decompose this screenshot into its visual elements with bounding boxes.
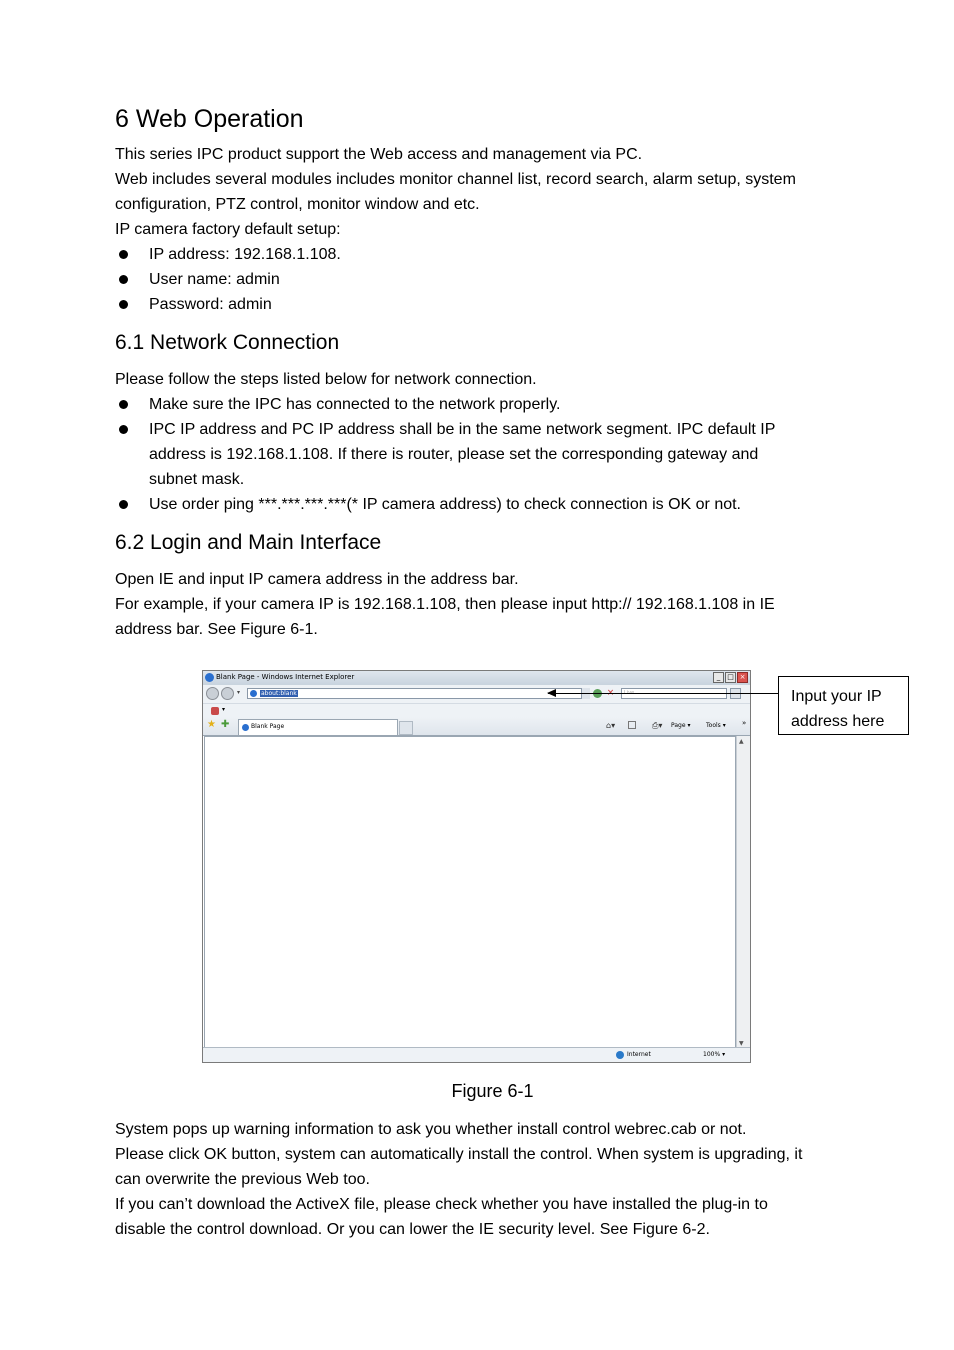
intro-line: IP camera factory default setup:	[115, 221, 341, 238]
window-title: Blank Page - Windows Internet Explorer	[216, 673, 355, 681]
bullet-icon	[119, 275, 128, 284]
scroll-up-icon[interactable]: ▲	[739, 738, 744, 745]
ie-browser-window	[202, 670, 751, 1063]
intro-line: This series IPC product support the Web access and management via PC.	[115, 146, 643, 163]
address-bar[interactable]	[247, 688, 590, 699]
bullet-icon	[119, 425, 128, 434]
callout-text: Input your IP	[791, 688, 882, 705]
chevron-down-icon[interactable]: ▾	[222, 706, 226, 713]
close-button[interactable]: ×	[737, 672, 748, 683]
bullet-icon	[119, 300, 128, 309]
body-line: If you can’t download the ActiveX file, please check whether you have installed the plug-in to	[115, 1196, 768, 1213]
intro-line: Web includes several modules includes monitor channel list, record search, alarm setup, system	[115, 171, 796, 188]
security-zone-label: Internet	[627, 1051, 651, 1058]
callout-box	[778, 676, 909, 735]
forward-button[interactable]	[221, 687, 234, 700]
favorites-star-icon[interactable]: ★	[207, 719, 216, 730]
tab-label: Blank Page	[251, 723, 285, 730]
login-line: Open IE and input IP camera address in the address bar.	[115, 571, 519, 588]
page-icon	[250, 690, 257, 697]
network-step: Make sure the IPC has connected to the network properly.	[115, 392, 840, 417]
page-content	[204, 736, 736, 1049]
print-icon[interactable]: ⎙▾	[652, 721, 663, 730]
body-line: can overwrite the previous Web too.	[115, 1171, 370, 1188]
feeds-icon[interactable]	[628, 721, 636, 729]
globe-icon	[616, 1051, 624, 1059]
ie-logo-icon	[205, 673, 214, 682]
tab-row	[203, 717, 750, 736]
add-favorites-icon[interactable]: ✚	[221, 719, 230, 730]
zoom-value: 100%	[703, 1051, 721, 1058]
status-bar	[203, 1047, 750, 1062]
chevron-right-icon[interactable]: »	[742, 719, 747, 727]
minimize-button[interactable]: _	[713, 672, 724, 683]
body-line: Please click OK button, system can automatically install the control. When system is upgrading, it	[115, 1146, 803, 1163]
figure-caption: Figure 6-1	[451, 1081, 534, 1101]
page-menu[interactable]: Page ▾	[671, 722, 691, 729]
login-line: For example, if your camera IP is 192.168.1.108, then please input http:// 192.168.1.108 in IE	[115, 596, 775, 613]
address-row	[203, 685, 750, 703]
default-ip-item: IP address: 192.168.1.108.	[115, 242, 840, 267]
callout-text: address here	[791, 713, 885, 730]
bullet-icon	[119, 400, 128, 409]
network-step: IPC IP address and PC IP address shall be in the same network segment. IPC default IP address is 192.168.1.108. If there is router, please set the corresponding gateway and subnet mask.	[115, 417, 840, 492]
network-intro: Please follow the steps listed below for network connection.	[115, 371, 537, 388]
title-bar	[203, 671, 750, 685]
network-heading: 6.1 Network Connection	[115, 331, 340, 354]
tab-blank-page[interactable]	[238, 719, 398, 735]
vertical-scrollbar[interactable]	[736, 736, 750, 1049]
menu-row	[203, 703, 750, 718]
tools-menu[interactable]: Tools ▾	[706, 722, 726, 729]
login-line: address bar. See Figure 6-1.	[115, 621, 318, 638]
maximize-button[interactable]: □	[725, 672, 736, 683]
login-heading: 6.2 Login and Main Interface	[115, 531, 382, 554]
section-heading: 6 Web Operation	[115, 105, 304, 133]
body-line: disable the control download. Or you can lower the IE security level. See Figure 6-2.	[115, 1221, 710, 1238]
default-user-item: User name: admin	[115, 267, 840, 292]
intro-line: configuration, PTZ control, monitor window and etc.	[115, 196, 480, 213]
tools-menu-label: Tools	[706, 722, 721, 729]
home-icon[interactable]: ⌂▾	[606, 721, 616, 730]
page-icon	[242, 724, 249, 731]
bullet-icon	[119, 250, 128, 259]
zoom-level[interactable]: 100% ▾	[703, 1051, 726, 1058]
bullet-icon	[119, 500, 128, 509]
chevron-down-icon[interactable]: ▾	[237, 689, 241, 696]
scroll-down-icon[interactable]: ▼	[739, 1040, 744, 1047]
back-button[interactable]	[206, 687, 219, 700]
new-tab-button[interactable]	[399, 721, 413, 735]
network-step: Use order ping ***.***.***.***(* IP camera address) to check connection is OK or not.	[115, 492, 840, 517]
address-text: about:blank	[261, 690, 297, 697]
page-menu-label: Page	[671, 722, 686, 729]
toolbar-icon[interactable]	[211, 707, 219, 715]
default-password-item: Password: admin	[115, 292, 840, 317]
body-line: System pops up warning information to ask you whether install control webrec.cab or not.	[115, 1121, 747, 1138]
callout-line	[548, 693, 778, 694]
